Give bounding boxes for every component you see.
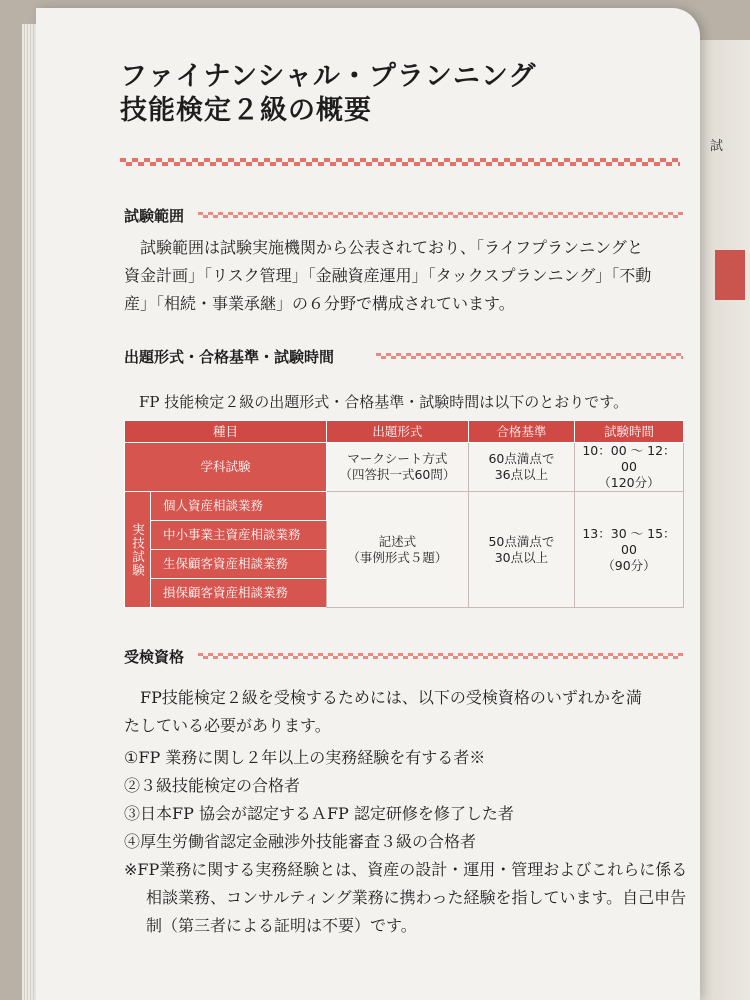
scope-heading: 試験範囲 <box>124 207 185 225</box>
practical-item: 生保顧客資産相談業務 <box>151 550 327 579</box>
table-header-cell: 試験時間 <box>574 421 683 443</box>
adjacent-page-text: 試 <box>710 139 724 154</box>
written-format-line: （四答択一式60問） <box>339 467 456 482</box>
written-time-line: 10：00 ～ 12：00 <box>582 443 676 474</box>
written-format <box>326 443 468 492</box>
list-item: ②３級技能検定の合格者 <box>124 776 301 795</box>
practical-criteria-line: 50点満点で <box>488 533 555 549</box>
format-intro: FP 技能検定２級の出題形式・合格基準・試験時間は以下のとおりです。 <box>124 393 629 411</box>
written-criteria-line: 60点満点で <box>488 451 555 466</box>
table-header-cell: 合格基準 <box>468 421 574 443</box>
table-header-cell: 種目 <box>125 421 327 443</box>
qualification-line: たしている必要があります。 <box>124 716 331 735</box>
practical-time <box>574 492 683 608</box>
practical-item: 損保顧客資産相談業務 <box>151 579 327 608</box>
table-header-cell: 出題形式 <box>326 421 468 443</box>
format-heading-divider <box>376 353 683 359</box>
exam-table <box>124 420 684 608</box>
practical-time-line: （90分） <box>602 557 656 573</box>
qualification-heading-divider <box>198 653 683 659</box>
scope-line: 産」「相続・事業承継」の６分野で構成されています。 <box>124 294 515 313</box>
practical-format <box>326 492 468 608</box>
scope-line: 資金計画」「リスク管理」「金融資産運用」「タックスプランニング」「不動 <box>124 266 652 285</box>
list-item: ①FP 業務に関し２年以上の実務経験を有する者※ <box>124 748 486 767</box>
written-time <box>574 443 683 492</box>
scope-heading-divider <box>198 212 683 218</box>
table-row <box>125 492 684 521</box>
title-line-1: ファイナンシャル・プランニング <box>120 61 537 92</box>
practical-item: 個人資産相談業務 <box>151 492 327 521</box>
table-row <box>125 443 684 492</box>
list-item: ③日本FP 協会が認定するＡFP 認定研修を修了した者 <box>124 804 514 823</box>
practical-format-line: 記述式 <box>378 533 417 549</box>
title-line-2: 技能検定２級の概要 <box>120 95 372 126</box>
practical-criteria-line: 30点以上 <box>494 549 549 565</box>
qualification-heading: 受検資格 <box>124 648 185 666</box>
practical-exam-label: 実技試験 <box>125 492 151 608</box>
title-divider <box>120 158 680 166</box>
format-heading: 出題形式・合格基準・試験時間 <box>124 348 335 366</box>
practical-format-line: （事例形式５題） <box>347 549 448 565</box>
written-format-line: マークシート方式 <box>347 451 448 466</box>
practical-item: 中小事業主資産相談業務 <box>151 521 327 550</box>
qualification-line: FP技能検定２級を受検するためには、以下の受検資格のいずれかを満 <box>124 688 642 707</box>
list-item: ④厚生労働省認定金融渉外技能審査３級の合格者 <box>124 832 477 851</box>
written-criteria-line: 36点以上 <box>494 467 549 482</box>
qualification-list <box>124 744 694 940</box>
practical-criteria <box>468 492 574 608</box>
adjacent-page-red-block <box>715 250 745 300</box>
footnote: ※FP業務に関する実務経験とは、資産の設計・運用・管理およびこれらに係る相談業務、コンサルティング業務に携わった経験を指しています。自己申告制（第三者による証明は不要）です。 <box>124 860 688 935</box>
written-criteria <box>468 443 574 492</box>
page-title <box>120 60 536 128</box>
scope-line: 試験範囲は試験実施機関から公表されており、「ライフプランニングと <box>124 238 644 257</box>
practical-time-line: 13：30 ～ 15：00 <box>582 525 676 557</box>
qualification-paragraph <box>124 684 699 740</box>
written-exam-label: 学科試験 <box>125 443 327 492</box>
scope-paragraph <box>124 234 694 318</box>
written-time-line: （120分） <box>598 475 660 490</box>
